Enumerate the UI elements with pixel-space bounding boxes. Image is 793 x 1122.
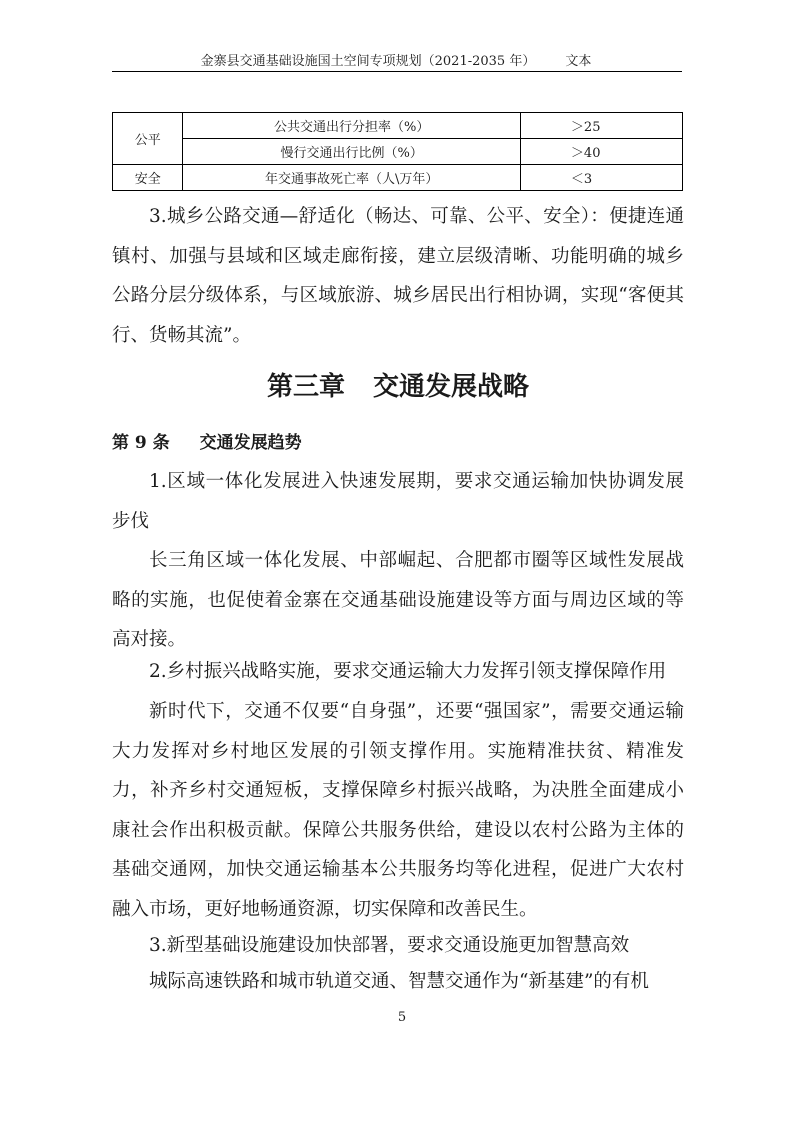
article-heading — [112, 428, 302, 453]
chapter-heading — [112, 366, 684, 403]
table-value-cell: ＜3 — [520, 165, 682, 191]
table-group-cell: 公平 — [113, 113, 183, 165]
page-number: 5 — [397, 1010, 407, 1025]
metrics-table — [112, 112, 683, 191]
table-row — [113, 139, 683, 165]
running-header — [112, 50, 680, 69]
item3-heading: 3.新型基础设施建设加快部署，要求交通设施更加智慧高效 — [149, 935, 630, 956]
table-indicator-cell: 年交通事故死亡率（人\万年） — [183, 165, 520, 191]
table-indicator-cell: 公共交通出行分担率（%） — [183, 113, 520, 139]
item3-body: 城际高速铁路和城市轨道交通、智慧交通作为“新基建”的有机 — [149, 971, 649, 992]
item2-body: 新时代下，交通不仅要“自身强”，还要“强国家”，需要交通运输大力发挥对乡村地区发展的引领支撑作用。实施精准扶贫、精准发力，补齐乡村交通短板，支撑保障乡村振兴战略，为决胜全面建成小康社会作出积极贡献。保障公共服务供给，建设以农村公路为主体的基础交通网，加快交通运输基本公共服务均等化进程，促进广大农村融入市场，更好地畅通资源，切实保障和改善民生。 — [112, 701, 684, 920]
item2-heading: 2.乡村振兴战略实施，要求交通运输大力发挥引领支撑保障作用 — [149, 661, 667, 682]
item1-body: 长三角区域一体化发展、中部崛起、合肥都市圈等区域性发展战略的实施，也促使着金寨在交通基础设施建设等方面与周边区域的等高对接。 — [112, 550, 684, 650]
article-title: 交通发展趋势 — [199, 433, 302, 453]
table-row — [113, 165, 683, 191]
table-indicator-cell: 慢行交通出行比例（%） — [183, 139, 520, 165]
table-row — [113, 113, 683, 139]
table-value-cell: ＞40 — [520, 139, 682, 165]
paragraph-rural-roads: 3.城乡公路交通—舒适化（畅达、可靠、公平、安全）：便捷连通镇村、加强与县域和区域走廊衔接，建立层级清晰、功能明确的城乡公路分层分级体系，与区域旅游、城乡居民出行相协调，实现“客便其行、货畅其流”。 — [112, 206, 684, 346]
chapter-title: 交通发展战略 — [373, 372, 530, 402]
item1-heading: 1.区域一体化发展进入快速发展期，要求交通运输加快协调发展步伐 — [112, 471, 684, 532]
table-value-cell: ＞25 — [520, 113, 682, 139]
chapter-number: 第三章 — [266, 372, 345, 402]
header-rule — [112, 71, 682, 72]
table-group-cell: 安全 — [113, 165, 183, 191]
header-title: 金寨县交通基础设施国土空间专项规划（2021-2035 年） — [200, 54, 536, 69]
header-doc-type: 文本 — [565, 54, 592, 69]
article-number: 第 9 条 — [112, 433, 170, 453]
